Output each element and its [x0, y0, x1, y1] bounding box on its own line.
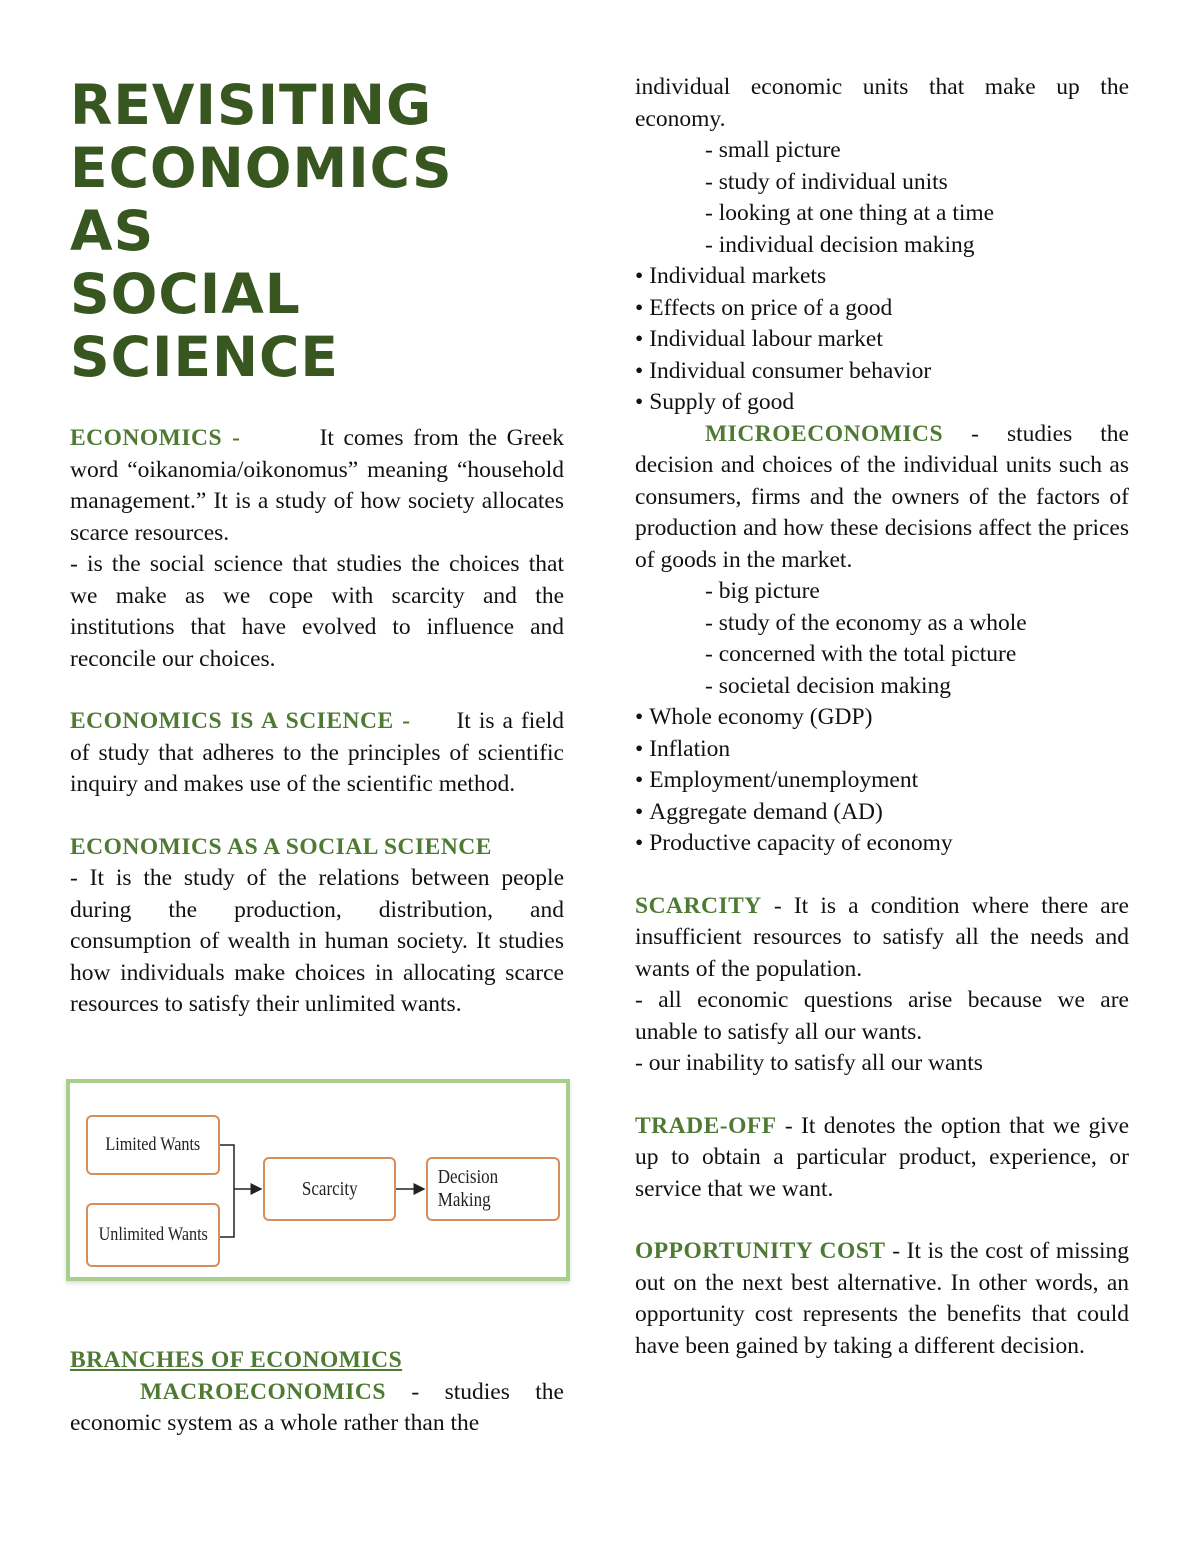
bracket-line [220, 1145, 234, 1237]
left-column [70, 74, 564, 1021]
wants-scarcity-diagram [66, 1079, 570, 1281]
economics-term: ECONOMICS - [70, 425, 241, 451]
unlimited-wants-label: Unlimited Wants [98, 1224, 208, 1245]
list-item: • Inflation [635, 734, 1129, 766]
macro-bullet-list [635, 261, 1129, 419]
title-line: SOCIAL [70, 262, 301, 326]
decision-making-box [426, 1157, 560, 1221]
page-title [70, 74, 564, 389]
economics-def-text: It comes from the Greek word “oikanomia/oikonomus” meaning “household management.” It is a study of how society allocates scarce resources. [70, 425, 564, 546]
list-item: - big picture [705, 578, 820, 604]
title-line: SCIENCE [70, 325, 339, 389]
list-item: - study of individual units [705, 168, 948, 195]
list-item: - individual decision making [705, 231, 975, 258]
opportunity-cost-def-text: - It is the cost of missing out on the next best alternative. In other words, an opportunity cost represents the benefits that could have been gained by taking a different decision. [635, 1238, 1130, 1359]
macro-def-left: - studies the economic system as a whole rather than the [70, 1378, 564, 1436]
micro-def-text: - studies the decision and choices of the individual units such as consumers, firms and the owners of the factors of production and how these decisions affect the prices of goods in the market. [635, 420, 1129, 573]
list-item: • Individual labour market [635, 324, 1129, 356]
opportunity-cost-definition [635, 1236, 1129, 1362]
macro-definition-cont: individual economic units that make up the economy. [635, 74, 1129, 132]
microeconomics-term: MICROECONOMICS [705, 420, 944, 447]
economics-definition-2: - is the social science that studies the choices that we make as we cope with scarcity and the institutions that have evolved to influence and reconcile our choices. [70, 551, 564, 672]
list-item: - societal decision making [705, 672, 952, 699]
list-item: - looking at one thing at a time [705, 200, 995, 226]
micro-bullet-list [635, 702, 1129, 860]
limited-wants-box [86, 1115, 220, 1175]
macro-sub-list [635, 135, 1129, 261]
branches-section [70, 1345, 564, 1440]
list-item: • Employment/unemployment [635, 765, 1129, 797]
list-item: • Effects on price of a good [635, 293, 1129, 325]
list-item: • Individual consumer behavior [635, 356, 1129, 388]
micro-sub-list [635, 576, 1129, 702]
list-item: - study of the economy as a whole [705, 609, 1027, 636]
scarcity-label: Scarcity [301, 1177, 358, 1200]
social-science-term-line [70, 832, 564, 864]
science-definition [70, 706, 564, 801]
science-term: ECONOMICS IS A SCIENCE - [70, 708, 411, 734]
science-def-text: It is a field of study that adheres to the principles of scientific inquiry and makes use of the scientific method. [70, 708, 565, 797]
micro-definition [635, 419, 1129, 577]
list-item: • Productive capacity of economy [635, 828, 1129, 860]
right-column [635, 72, 1129, 1362]
list-item: • Supply of good [635, 387, 1129, 419]
limited-wants-label: Limited Wants [105, 1134, 201, 1155]
list-item: - concerned with the total picture [705, 641, 1017, 667]
scarcity-box [263, 1157, 396, 1221]
tradeoff-term: TRADE-OFF [635, 1112, 777, 1139]
social-science-definition: - It is the study of the relations between people during the production, distribution, and consumption of wealth in human society. It studies how individuals make choices in allocating scarce resources to satisfy their unlimited wants. [70, 865, 564, 1017]
branches-heading-line [70, 1345, 564, 1377]
scarcity-definition-3: - our inability to satisfy all our wants [635, 1050, 983, 1076]
list-item: • Individual markets [635, 261, 1129, 293]
list-item: - small picture [705, 137, 841, 163]
title-line: ECONOMICS AS [70, 136, 453, 263]
decision-making-label: Decision Making [437, 1166, 499, 1211]
tradeoff-def-text: - It denotes the option that we give up to obtain a particular product, experience, or service that we want. [635, 1112, 1129, 1202]
social-science-term: ECONOMICS AS A SOCIAL SCIENCE [70, 833, 492, 860]
economics-definition [70, 423, 564, 549]
scarcity-definition [635, 891, 1129, 986]
tradeoff-definition [635, 1111, 1129, 1206]
macro-definition-start [70, 1377, 564, 1440]
macroeconomics-term: MACROECONOMICS [140, 1378, 386, 1405]
scarcity-def-text: - It is a condition where there are insufficient resources to satisfy all the needs and wants of the population. [635, 892, 1129, 982]
unlimited-wants-box [86, 1203, 220, 1267]
title-line: REVISITING [70, 73, 433, 137]
opportunity-cost-term: OPPORTUNITY COST [635, 1238, 886, 1264]
scarcity-term: SCARCITY [635, 892, 762, 919]
branches-heading: BRANCHES OF ECONOMICS [70, 1347, 403, 1373]
scarcity-definition-2: - all economic questions arise because we are unable to satisfy all our wants. [635, 987, 1129, 1045]
list-item: • Aggregate demand (AD) [635, 797, 1129, 829]
list-item: • Whole economy (GDP) [635, 702, 1129, 734]
